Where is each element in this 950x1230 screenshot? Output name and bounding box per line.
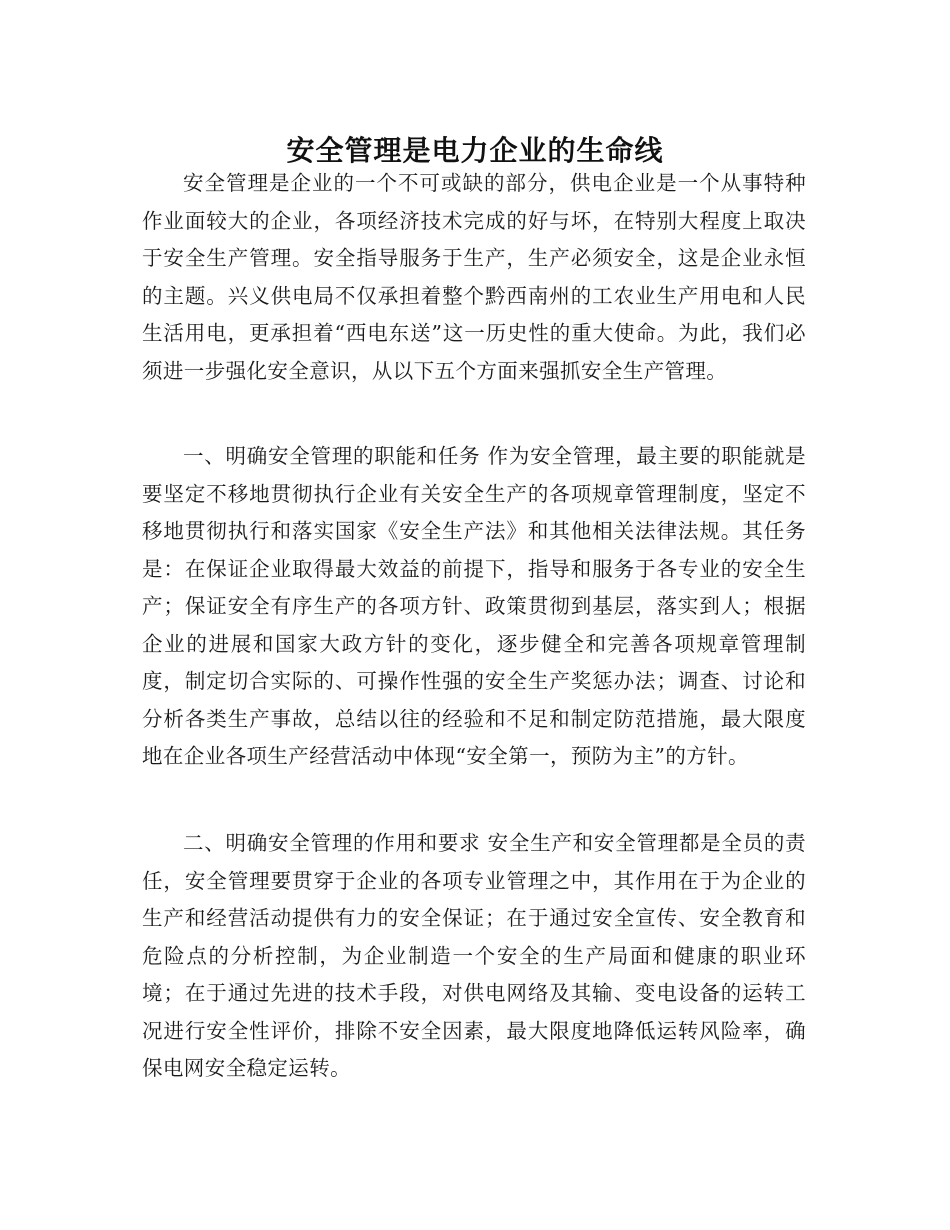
document-title: 安全管理是电力企业的生命线 xyxy=(286,133,664,167)
paragraph-section-two: 二、明确安全管理的作用和要求 安全生产和安全管理都是全员的责任，安全管理要贯穿于企业的各项专业管理之中，其作用在于为企业的生产和经营活动提供有力的安全保证；在于通过安全宣传、安全教育和危险点的分析控制，为企业制造一个安全的生产局面和健康的职业环境；在于通过先进的技术手段，对供电网络及其输、变电设备的运转工况进行安全性评价，排除不安全因素，最大限度地降低运转风险率，确保电网安全稳定运转。 xyxy=(142,831,806,1080)
paragraph-intro: 安全管理是企业的一个不可或缺的部分，供电企业是一个从事特种作业面较大的企业，各项经济技术完成的好与坏，在特别大程度上取决于安全生产管理。安全指导服务于生产，生产必须安全，这是企业永恒的主题。兴义供电局不仅承担着整个黔西南州的工农业生产用电和人民生活用电，更承担着“西电东送”这一历史性的重大使命。为此，我们必须进一步强化安全意识，从以下五个方面来强抓安全生产管理。 xyxy=(142,171,806,383)
paragraph-section-one: 一、明确安全管理的职能和任务 作为安全管理，最主要的职能就是要坚定不移地贯彻执行企业有关安全生产的各项规章管理制度，坚定不移地贯彻执行和落实国家《安全生产法》和其他相关法律法规。其任务是：在保证企业取得最大效益的前提下，指导和服务于各专业的安全生产；保证安全有序生产的各项方针、政策贯彻到基层，落实到人；根据企业的进展和国家大政方针的变化，逐步健全和完善各项规章管理制度，制定切合实际的、可操作性强的安全生产奖惩办法；调查、讨论和分析各类生产事故，总结以往的经验和不足和制定防范措施，最大限度地在企业各项生产经营活动中体现“安全第一，预防为主”的方针。 xyxy=(142,444,806,768)
